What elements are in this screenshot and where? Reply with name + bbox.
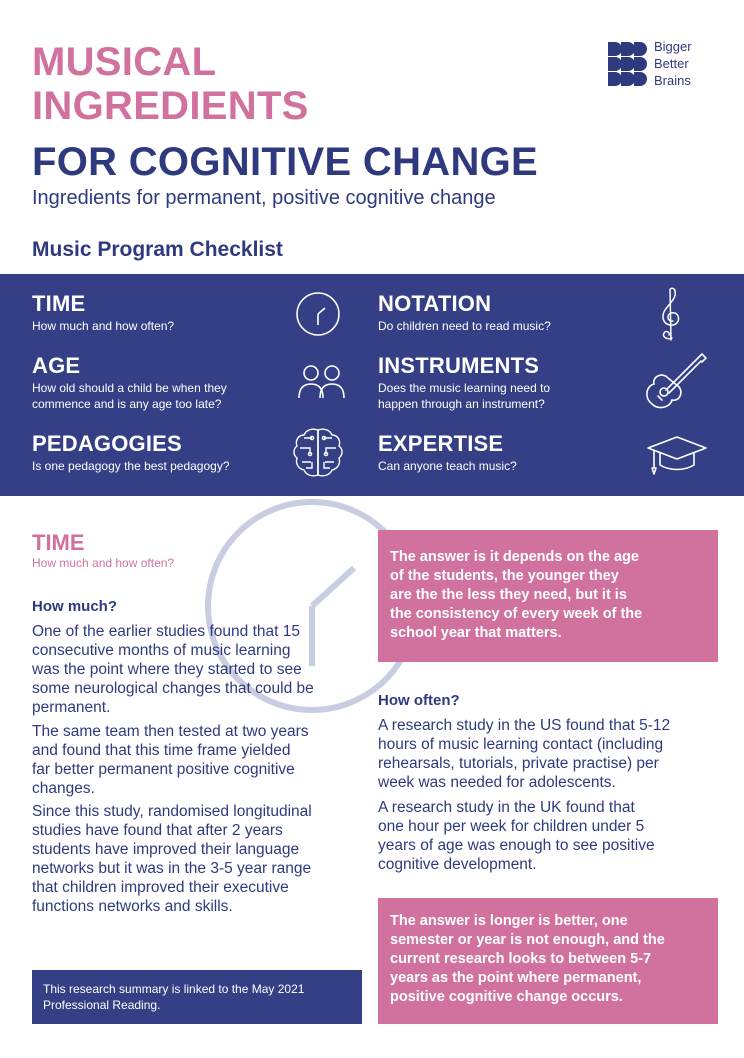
brain-logo-icon [606, 40, 650, 88]
item-title: INSTRUMENTS [378, 353, 540, 378]
line: A research study in the UK found that [378, 799, 635, 816]
item-desc-line-1: How old should a child be when they [32, 381, 227, 395]
line: years of age was enough to see positive [378, 837, 655, 854]
paragraph-1 [32, 622, 372, 717]
brain-icon [292, 426, 344, 482]
line: was the point where they started to see [32, 661, 302, 678]
line: cognitive development. [378, 856, 537, 873]
line: far better permanent positive cognitive [32, 761, 295, 778]
line: consecutive months of music learning [32, 642, 291, 659]
checklist-item-notation [378, 292, 551, 334]
item-title: PEDAGOGIES [32, 431, 182, 456]
line: semester or year is not enough, and the [390, 932, 665, 948]
checklist-heading: Music Program Checklist [32, 238, 283, 261]
checklist-item-time [32, 292, 174, 334]
item-desc [378, 380, 550, 412]
treble-clef-icon [656, 286, 686, 344]
line: studies have found that after 2 years [32, 822, 283, 839]
research-note [32, 970, 362, 1024]
item-desc [32, 380, 227, 412]
item-title: TIME [32, 291, 86, 316]
checklist-item-pedagogies [32, 432, 230, 474]
line: are the the less they need, but it is [390, 587, 627, 603]
item-desc-line-1: Does the music learning need to [378, 381, 551, 395]
title-line-2: INGREDIENTS [32, 84, 309, 128]
paragraph-2 [32, 722, 372, 798]
guitar-icon [644, 352, 710, 414]
line: The same team then tested at two years [32, 723, 309, 740]
item-title: EXPERTISE [378, 431, 504, 456]
clock-icon [294, 290, 342, 338]
line: of the students, the younger they [390, 568, 619, 584]
logo-line-2: Better [654, 56, 689, 71]
line: that children improved their executive [32, 879, 289, 896]
people-icon [296, 362, 348, 402]
line: positive cognitive change occurs. [390, 989, 623, 1005]
section-title: TIME [32, 530, 85, 555]
answer-callout-1 [378, 530, 718, 662]
title-line-1: MUSICAL [32, 40, 217, 84]
paragraph-3 [32, 802, 372, 916]
logo-line-1: Bigger [654, 39, 692, 54]
line: networks but it was in the 3-5 year range [32, 860, 312, 877]
logo-line-3: Brains [654, 73, 691, 88]
title-cognitive-change: FOR COGNITIVE CHANGE [32, 140, 539, 184]
line: the consistency of every week of the [390, 606, 643, 622]
answer-callout-2 [378, 898, 718, 1024]
logo [606, 38, 692, 89]
line: rehearsals, tutorials, private practise) per [378, 755, 659, 772]
line: The answer is longer is better, one [390, 913, 628, 929]
title-musical-ingredients [32, 40, 309, 128]
line: current research looks to between 5-7 [390, 951, 652, 967]
line: Since this study, randomised longitudinal [32, 803, 312, 820]
item-desc: Is one pedagogy the best pedagogy? [32, 459, 230, 473]
line: hours of music learning contact (including [378, 736, 664, 753]
line: students have improved their language [32, 841, 300, 858]
checklist-item-age [32, 354, 227, 412]
line: week was needed for adolescents. [378, 774, 616, 791]
checklist-item-expertise [378, 432, 517, 474]
item-desc: Can anyone teach music? [378, 459, 517, 473]
paragraph-5 [378, 798, 718, 874]
logo-text [654, 38, 692, 89]
line: The answer is it depends on the age [390, 549, 639, 565]
line: One of the earlier studies found that 15 [32, 623, 300, 640]
checklist-banner [0, 274, 744, 496]
page-subtitle: Ingredients for permanent, positive cognitive change [32, 187, 496, 209]
item-title: NOTATION [378, 291, 492, 316]
item-desc-line-2: commence and is any age too late? [32, 397, 222, 411]
line: A research study in the US found that 5-12 [378, 717, 671, 734]
line: years as the point where permanent, [390, 970, 642, 986]
item-desc-line-2: happen through an instrument? [378, 397, 545, 411]
line: and found that this time frame yielded [32, 742, 291, 759]
item-title: AGE [32, 353, 81, 378]
how-much-heading: How much? [32, 598, 117, 615]
line: permanent. [32, 699, 111, 716]
paragraph-4 [378, 716, 718, 792]
graduation-cap-icon [646, 434, 708, 478]
checklist-item-instruments [378, 354, 550, 412]
line: This research summary is linked to the May 2021 [43, 982, 305, 996]
line: changes. [32, 780, 95, 797]
item-desc: Do children need to read music? [378, 319, 551, 333]
section-subtitle: How much and how often? [32, 556, 175, 570]
line: one hour per week for children under 5 [378, 818, 645, 835]
item-desc: How much and how often? [32, 319, 175, 333]
how-often-heading: How often? [378, 692, 460, 709]
line: some neurological changes that could be [32, 680, 314, 697]
line: school year that matters. [390, 625, 562, 641]
line: Professional Reading. [43, 998, 161, 1012]
line: functions networks and skills. [32, 898, 233, 915]
